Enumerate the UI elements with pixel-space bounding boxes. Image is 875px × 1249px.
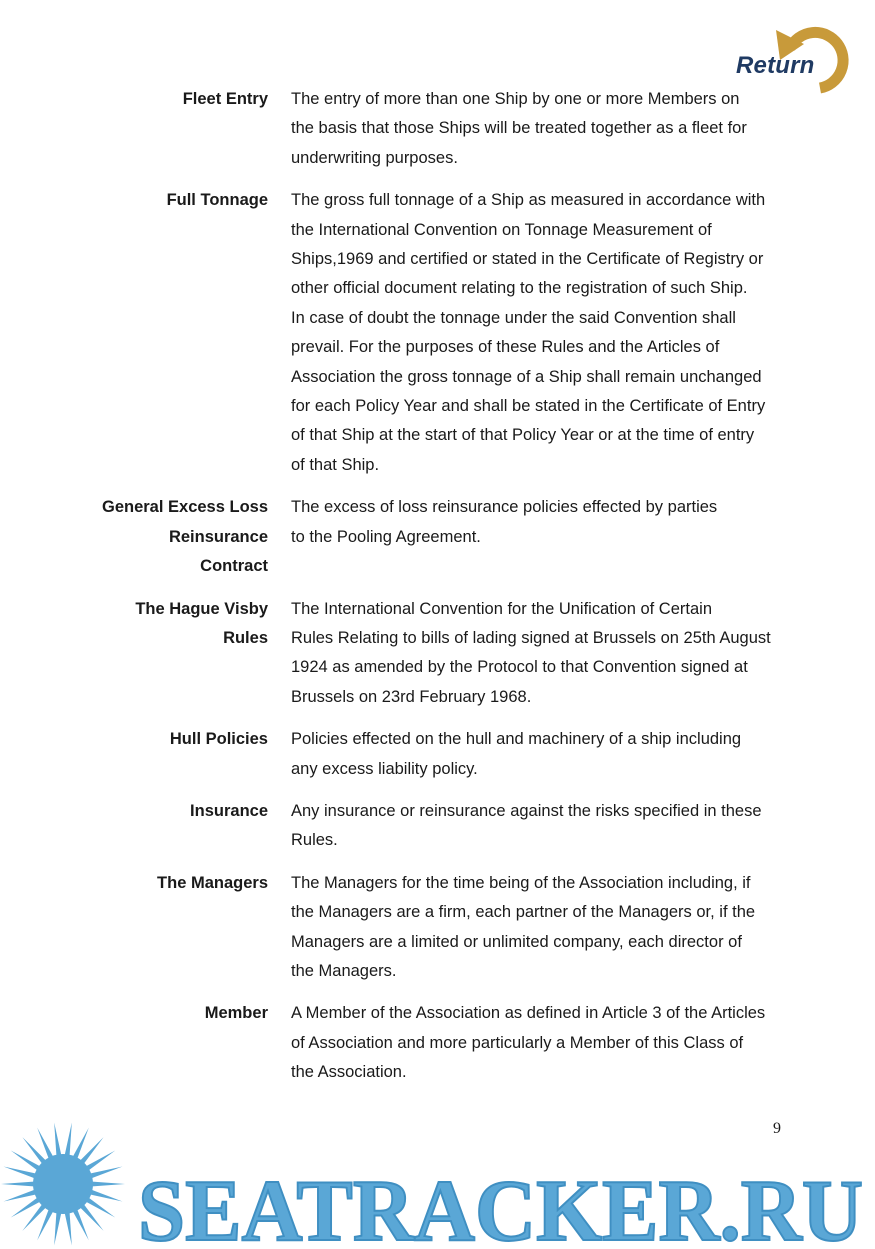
definition-term (0, 84, 268, 114)
definition-line: underwriting purposes. (291, 148, 458, 167)
definition-line: The International Convention for the Unification of Certain (291, 599, 712, 618)
watermark-text: SEATRACKER.RU (138, 1163, 863, 1249)
definition-term (0, 492, 268, 581)
definition-line: The entry of more than one Ship by one or more Members on (291, 90, 740, 108)
definitions-list (0, 84, 875, 1100)
definition-line: the Managers. (291, 961, 397, 980)
definition-line: of that Ship at the start of that Policy Year or at the time of entry (291, 426, 755, 445)
definition-entry (0, 84, 875, 173)
term-line: Full Tonnage (166, 191, 268, 210)
term-line: Hull Policies (169, 730, 268, 749)
definition-term (0, 185, 268, 215)
definition-entry (0, 185, 875, 480)
definition-line: Any insurance or reinsurance against the risks specified in these (291, 801, 762, 820)
definition-line: Association the gross tonnage of a Ship shall remain unchanged (291, 367, 762, 386)
definition-line: for each Policy Year and shall be stated in the Certificate of Entry (291, 397, 766, 416)
definition-line: Ships,1969 and certified or stated in the Certificate of Registry or (291, 250, 764, 269)
definition-text (291, 492, 791, 552)
definition-line: the International Convention on Tonnage Measurement of (291, 220, 712, 239)
term-line: Rules (223, 628, 268, 647)
definition-line: of that Ship. (291, 455, 380, 474)
term-line: Member (204, 1004, 268, 1023)
definition-line: any excess liability policy. (291, 759, 478, 778)
definition-line: In case of doubt the tonnage under the said Convention shall (291, 308, 736, 327)
definition-text (291, 868, 791, 987)
definition-entry (0, 492, 875, 581)
definition-line: to the Pooling Agreement. (291, 527, 481, 546)
definition-line: Managers are a limited or unlimited company, each director of (291, 932, 742, 951)
term-line: The Hague Visby (135, 599, 268, 618)
definition-term (0, 868, 268, 898)
definition-line: The Managers for the time being of the Association including, if (291, 873, 751, 892)
definition-text (291, 84, 791, 173)
sun-logo-icon (1, 1123, 125, 1246)
term-line: Insurance (190, 801, 268, 820)
definition-entry (0, 868, 875, 987)
definition-term (0, 796, 268, 826)
definition-line: the Managers are a firm, each partner of the Managers or, if the (291, 903, 756, 922)
term-line: General Excess Loss (101, 498, 268, 517)
definition-line: 1924 as amended by the Protocol to that Convention signed at (291, 658, 748, 677)
definition-text (291, 724, 791, 784)
term-line: The Managers (157, 873, 268, 892)
return-label: Return (736, 52, 815, 79)
definition-line: Rules. (291, 831, 338, 850)
definition-entry (0, 796, 875, 856)
definition-line: of Association and more particularly a Member of this Class of (291, 1033, 744, 1052)
definition-entry (0, 998, 875, 1087)
definition-line: prevail. For the purposes of these Rules and the Articles of (291, 338, 720, 357)
definition-line: The excess of loss reinsurance policies effected by parties (291, 498, 718, 517)
term-line: Fleet Entry (182, 90, 268, 108)
definition-text (291, 796, 791, 856)
definition-line: Rules Relating to bills of lading signed at Brussels on 25th August (291, 628, 771, 647)
definition-line: The gross full tonnage of a Ship as measured in accordance with (291, 191, 766, 210)
definition-line: other official document relating to the registration of such Ship. (291, 279, 748, 298)
definition-line: A Member of the Association as defined in Article 3 of the Articles (291, 1004, 766, 1023)
definition-line: Policies effected on the hull and machinery of a ship including (291, 730, 742, 749)
page-number: 9 (773, 1120, 781, 1137)
definition-line: Brussels on 23rd February 1968. (291, 687, 532, 706)
watermark (0, 1118, 875, 1249)
term-line: Reinsurance (168, 527, 268, 546)
term-line: Contract (200, 557, 268, 576)
definition-line: the basis that those Ships will be treated together as a fleet for (291, 119, 747, 138)
definition-term (0, 594, 268, 654)
definition-text (291, 594, 791, 713)
definition-term (0, 724, 268, 754)
definition-term (0, 998, 268, 1028)
definition-line: the Association. (291, 1063, 407, 1082)
definition-text (291, 185, 791, 480)
definition-entry (0, 594, 875, 713)
definition-text (291, 998, 791, 1087)
definition-entry (0, 724, 875, 784)
